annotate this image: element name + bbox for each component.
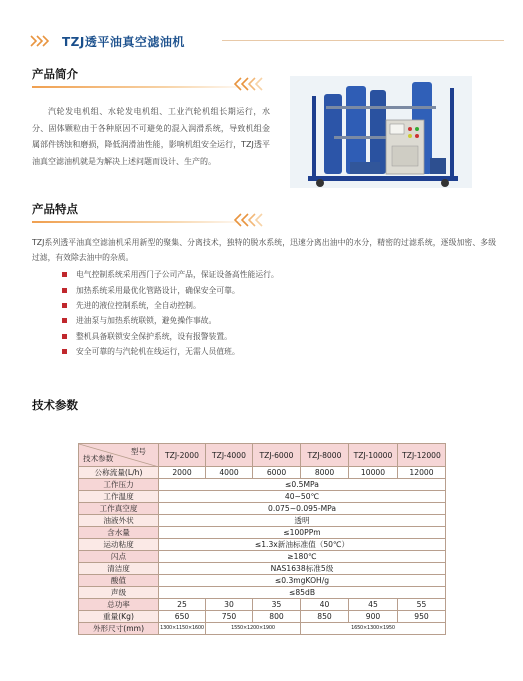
model-header: TZJ-12000 xyxy=(398,444,446,467)
list-item: 安全可靠的与汽轮机在线运行，无需人员值班。 xyxy=(62,344,279,359)
square-bullet-icon xyxy=(62,288,67,293)
row-label: 外形尺寸(mm) xyxy=(79,623,159,635)
row-label: 含水量 xyxy=(79,527,159,539)
features-list xyxy=(62,267,279,359)
model-header: TZJ-10000 xyxy=(349,444,398,467)
double-chevron-left-icon xyxy=(232,212,266,231)
doc-title: TZJ透平油真空滤油机 xyxy=(62,34,185,49)
table-cell: 25 xyxy=(159,599,206,611)
model-header: TZJ-8000 xyxy=(301,444,349,467)
table-cell: 1300×1150×1600 xyxy=(159,623,206,635)
specs-heading: 技术参数 xyxy=(32,398,78,412)
doc-title-row xyxy=(30,31,185,51)
table-row xyxy=(79,515,446,527)
table-cell: 1550×1200×1900 xyxy=(206,623,301,635)
intro-heading-underline xyxy=(32,86,254,88)
model-header: TZJ-6000 xyxy=(253,444,301,467)
table-row xyxy=(79,563,446,575)
table-cell: 800 xyxy=(253,611,301,623)
row-label: 总功率 xyxy=(79,599,159,611)
features-heading-underline xyxy=(32,221,254,223)
table-cell: ≤85dB xyxy=(159,587,446,599)
table-cell: 40 xyxy=(301,599,349,611)
table-header-row xyxy=(79,444,446,467)
table-cell: ≤0.5MPa xyxy=(159,479,446,491)
square-bullet-icon xyxy=(62,349,67,354)
square-bullet-icon xyxy=(62,334,67,339)
table-row xyxy=(79,467,446,479)
square-bullet-icon xyxy=(62,272,67,277)
list-item: 电气控制系统采用西门子公司产品，保证设备高性能运行。 xyxy=(62,267,279,282)
table-cell: 0.075~0.095-MPa xyxy=(159,503,446,515)
intro-heading: 产品简介 xyxy=(32,67,78,81)
table-row xyxy=(79,527,446,539)
table-cell: 55 xyxy=(398,599,446,611)
row-label: 工作压力 xyxy=(79,479,159,491)
table-cell: 30 xyxy=(206,599,253,611)
product-photo xyxy=(290,76,472,188)
table-cell: 750 xyxy=(206,611,253,623)
model-header: TZJ-4000 xyxy=(206,444,253,467)
table-cell: 650 xyxy=(159,611,206,623)
table-cell: 850 xyxy=(301,611,349,623)
table-cell: 6000 xyxy=(253,467,301,479)
table-cell: 45 xyxy=(349,599,398,611)
table-cell: 35 xyxy=(253,599,301,611)
table-row xyxy=(79,539,446,551)
table-row xyxy=(79,575,446,587)
table-row xyxy=(79,611,446,623)
intro-paragraph: 汽轮发电机组、水轮发电机组、工业汽轮机组长期运行，水分、固体颗粒由于各种原因不可避免的混入润滑系统，导致机组金属部件锈蚀和磨损，降低润滑油性能，影响机组安全运行，TZJ透平油真空滤油机就是为解决上述问题而设计、生产的。 xyxy=(32,107,270,166)
double-chevron-left-icon xyxy=(232,76,266,95)
table-cell: 4000 xyxy=(206,467,253,479)
features-intro: TZJ系列透平油真空滤油机采用新型的聚集、分离技术，独特的脱水系统，迅速分离出油中的水分，精密的过滤系统，逐级加密、多级过滤，有效除去油中的杂质。 xyxy=(32,238,496,262)
table-cell: NAS1638标准5级 xyxy=(159,563,446,575)
row-label: 公称流量(L/h) xyxy=(79,467,159,479)
corner-label-model: 型号 xyxy=(130,447,146,456)
table-cell: 2000 xyxy=(159,467,206,479)
list-item: 先进的液位控制系统，全自动控制。 xyxy=(62,298,279,313)
table-row xyxy=(79,623,446,635)
table-cell: ≤100PPm xyxy=(159,527,446,539)
spec-table xyxy=(78,443,446,635)
title-divider xyxy=(222,40,504,41)
table-cell: ≤0.3mgKOH/g xyxy=(159,575,446,587)
corner-label-params: 技术参数 xyxy=(83,454,114,463)
row-label: 运动粘度 xyxy=(79,539,159,551)
table-corner-cell xyxy=(79,444,159,467)
row-label: 声级 xyxy=(79,587,159,599)
square-bullet-icon xyxy=(62,303,67,308)
table-cell: 1650×1300×1950 xyxy=(301,623,446,635)
table-row xyxy=(79,503,446,515)
table-row xyxy=(79,479,446,491)
row-label: 清洁度 xyxy=(79,563,159,575)
table-cell: ≥180℃ xyxy=(159,551,446,563)
row-label: 重量(Kg) xyxy=(79,611,159,623)
row-label: 闪点 xyxy=(79,551,159,563)
table-cell: 40~50℃ xyxy=(159,491,446,503)
table-cell: 950 xyxy=(398,611,446,623)
model-header: TZJ-2000 xyxy=(159,444,206,467)
table-cell: 10000 xyxy=(349,467,398,479)
table-row xyxy=(79,491,446,503)
table-cell: 透明 xyxy=(159,515,446,527)
row-label: 工作真空度 xyxy=(79,503,159,515)
table-cell: 900 xyxy=(349,611,398,623)
table-cell: 12000 xyxy=(398,467,446,479)
row-label: 酸值 xyxy=(79,575,159,587)
table-row xyxy=(79,551,446,563)
row-label: 油液外状 xyxy=(79,515,159,527)
list-item: 进油泵与加热系统联锁，避免操作事故。 xyxy=(62,313,279,328)
table-cell: 8000 xyxy=(301,467,349,479)
square-bullet-icon xyxy=(62,318,67,323)
list-item: 整机具备联锁安全保护系统，设有报警装置。 xyxy=(62,329,279,344)
table-row xyxy=(79,587,446,599)
features-heading: 产品特点 xyxy=(32,202,78,216)
double-chevron-right-icon xyxy=(30,35,54,47)
table-row xyxy=(79,599,446,611)
table-cell: ≤1.3x新油标准值（50℃） xyxy=(159,539,446,551)
list-item: 加热系统采用最优化管路设计，确保安全可靠。 xyxy=(62,282,279,297)
row-label: 工作温度 xyxy=(79,491,159,503)
